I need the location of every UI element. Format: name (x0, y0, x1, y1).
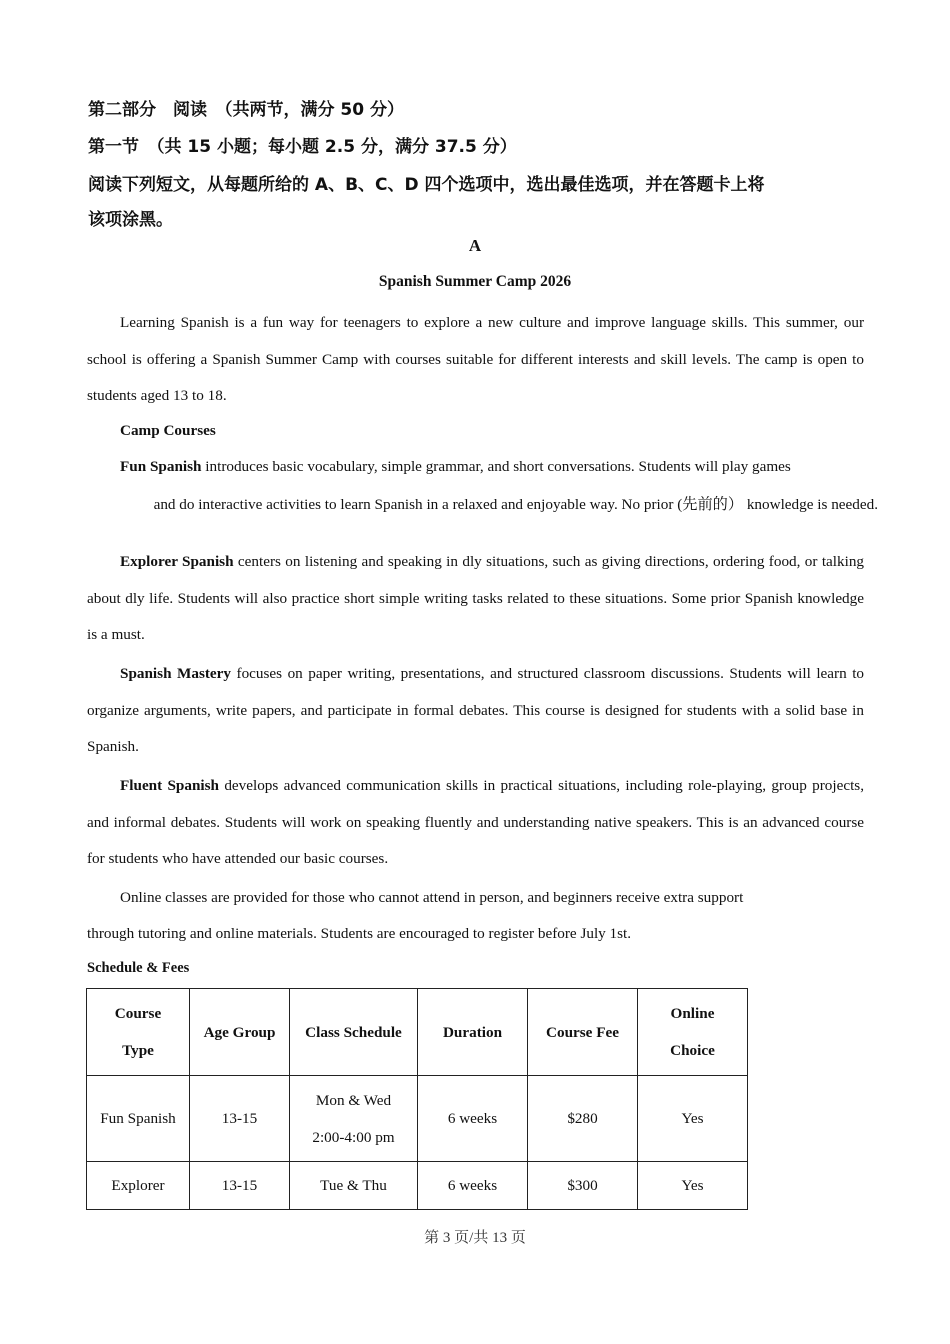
cell-age-group: 13-15 (190, 1076, 290, 1162)
passage-letter: A (468, 236, 482, 255)
course-fun-spanish-line-1 (120, 458, 791, 476)
course-explorer-spanish (87, 544, 864, 654)
table-header-row (87, 989, 748, 1076)
part-title: 第二部分 阅读 （共两节，满分 50 分） (88, 100, 404, 120)
header-class-schedule: Class Schedule (290, 989, 418, 1076)
course-spanish-mastery (87, 656, 864, 766)
cell-course-fee: $280 (528, 1076, 638, 1162)
header-online-choice: Online Choice (638, 989, 748, 1076)
cell-course-fee: $300 (528, 1162, 638, 1210)
header-course-type: Course Type (87, 989, 190, 1076)
course-name: Fun Spanish (120, 458, 202, 475)
course-description: focuses on paper writing, presentations, and structured classroom discussions. Students will learn to organize arguments, write papers, and participate in formal debates. This course is designed for students with a solid base in Spanish. (87, 665, 865, 755)
cell-course-type: Explorer (87, 1162, 190, 1210)
course-name: Spanish Mastery (120, 665, 231, 682)
cell-class-schedule: Mon & Wed 2:00-4:00 pm (290, 1076, 418, 1162)
course-fluent-spanish (87, 768, 864, 878)
section-title: 第一节 （共 15 小题；每小题 2.5 分，满分 37.5 分） (88, 137, 517, 157)
online-paragraph-line-2: through tutoring and online materials. Students are encouraged to register before July 1st. (87, 925, 632, 942)
header-age-group: Age Group (190, 989, 290, 1076)
cell-duration: 6 weeks (418, 1076, 528, 1162)
page-number-footer: 第 3 页/共 13 页 (424, 1230, 526, 1246)
online-paragraph-line-1: Online classes are provided for those who cannot attend in person, and beginners receive extra support (120, 889, 744, 906)
intro-paragraph: Learning Spanish is a fun way for teenagers to explore a new culture and improve language skills. This summer, our school is offering a Spanish Summer Camp with courses suitable for different interests and skill levels. The camp is open to students aged 13 to 18. (87, 314, 864, 404)
course-description: develops advanced communication skills in practical situations, including role-playing, group projects, and informal debates. Students will work on speaking fluently and understanding native speakers. This is an advanced course for students who have attended our basic courses. (87, 777, 864, 867)
course-fun-spanish-line-2: and do interactive activities to learn Spanish in a relaxed and enjoyable way. No prior (先前的） knowledge is needed. (153, 496, 878, 513)
schedule-table (86, 988, 748, 1210)
passage-title: Spanish Summer Camp 2026 (378, 273, 572, 290)
header-duration: Duration (418, 989, 528, 1076)
course-name: Fluent Spanish (120, 777, 219, 794)
course-description: centers on listening and speaking in dly situations, such as giving directions, ordering food, or talking about dly life. Students will also practice short simple writing tasks related to these situations. Some prior Spanish knowledge is a must. (87, 553, 865, 643)
cell-class-schedule: Tue & Thu (290, 1162, 418, 1210)
course-description: introduces basic vocabulary, simple grammar, and short conversations. Students will play games (205, 458, 791, 475)
courses-heading: Camp Courses (120, 422, 216, 439)
instructions-line-2: 该项涂黑。 (88, 210, 173, 230)
cell-age-group: 13-15 (190, 1162, 290, 1210)
cell-online-choice: Yes (638, 1076, 748, 1162)
cell-duration: 6 weeks (418, 1162, 528, 1210)
cell-online-choice: Yes (638, 1162, 748, 1210)
header-course-fee: Course Fee (528, 989, 638, 1076)
table-row (87, 1162, 748, 1210)
cell-course-type: Fun Spanish (87, 1076, 190, 1162)
instructions-line-1: 阅读下列短文，从每题所给的 A、B、C、D 四个选项中，选出最佳选项，并在答题卡上将 (88, 175, 765, 195)
course-name: Explorer Spanish (120, 553, 234, 570)
table-row (87, 1076, 748, 1162)
schedule-heading: Schedule & Fees (87, 960, 190, 976)
